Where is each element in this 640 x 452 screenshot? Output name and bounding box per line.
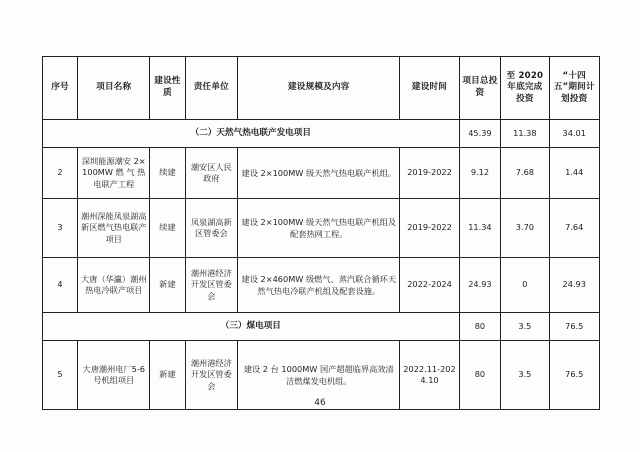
- table-row: [43, 313, 600, 341]
- cell-project-name: 深圳能源潮安 2×100MW 燃 气 热电联产工程: [78, 148, 150, 199]
- header-planned-145: “十四五”期间计划投资: [549, 57, 600, 120]
- cell-total-investment: 11.34: [459, 199, 501, 258]
- cell-nature: 新建: [150, 258, 185, 313]
- section-label: （三）煤电项目: [43, 313, 460, 341]
- section-planned-145: 76.5: [549, 313, 600, 341]
- table-row: [43, 199, 600, 258]
- cell-scope: 建设 2 台 1000MW 国产超超临界高效清洁燃煤发电机组。: [238, 341, 400, 410]
- header-total-investment: 项目总投资: [459, 57, 501, 120]
- cell-seq: 2: [43, 148, 78, 199]
- header-period: 建设时间: [400, 57, 459, 120]
- cell-seq: 5: [43, 341, 78, 410]
- cell-period: 2022-2024: [400, 258, 459, 313]
- cell-total-investment: 9.12: [459, 148, 501, 199]
- table-container: [42, 56, 600, 410]
- header-completed-2020: 至 2020 年底完成投资: [501, 57, 549, 120]
- cell-completed-2020: 7.68: [501, 148, 549, 199]
- table-header-row: [43, 57, 600, 120]
- project-investment-table: [42, 56, 600, 410]
- cell-scope: 建设 2×460MW 级燃气、蒸汽联合循环天然气热电冷联产机组及配套设施。: [238, 258, 400, 313]
- section-label: （二）天然气热电联产发电项目: [43, 120, 460, 148]
- cell-responsible-unit: 凤泉湖高新区管委会: [185, 199, 238, 258]
- page-number: 46: [314, 398, 326, 408]
- section-total-investment: 45.39: [459, 120, 501, 148]
- header-responsible-unit: 责任单位: [185, 57, 238, 120]
- cell-scope: 建设 2×100MW 级天然气热电联产机组及配套热网工程。: [238, 199, 400, 258]
- cell-completed-2020: 3.5: [501, 341, 549, 410]
- section-planned-145: 34.01: [549, 120, 600, 148]
- cell-scope: 建设 2×100MW 级天然气热电联产机组。: [238, 148, 400, 199]
- header-project-name: 项目名称: [78, 57, 150, 120]
- table-row: [43, 148, 600, 199]
- header-nature: 建设性质: [150, 57, 185, 120]
- table-row: [43, 258, 600, 313]
- cell-nature: 续建: [150, 199, 185, 258]
- cell-planned-145: 76.5: [549, 341, 600, 410]
- cell-responsible-unit: 潮州港经济开发区管委会: [185, 258, 238, 313]
- cell-period: 2022.11-2024.10: [400, 341, 459, 410]
- table-row: [43, 120, 600, 148]
- cell-seq: 3: [43, 199, 78, 258]
- cell-responsible-unit: 潮安区人民政府: [185, 148, 238, 199]
- cell-period: 2019-2022: [400, 199, 459, 258]
- cell-project-name: 大唐潮州电厂5-6 号机组项目: [78, 341, 150, 410]
- cell-total-investment: 80: [459, 341, 501, 410]
- cell-planned-145: 7.64: [549, 199, 600, 258]
- cell-seq: 4: [43, 258, 78, 313]
- cell-total-investment: 24.93: [459, 258, 501, 313]
- header-seq: 序号: [43, 57, 78, 120]
- cell-period: 2019-2022: [400, 148, 459, 199]
- cell-completed-2020: 3.70: [501, 199, 549, 258]
- section-total-investment: 80: [459, 313, 501, 341]
- cell-nature: 新建: [150, 341, 185, 410]
- section-completed-2020: 11.38: [501, 120, 549, 148]
- cell-project-name: 潮州深能凤泉湖高新区燃气热电联产项目: [78, 199, 150, 258]
- cell-planned-145: 24.93: [549, 258, 600, 313]
- section-completed-2020: 3.5: [501, 313, 549, 341]
- cell-responsible-unit: 潮州港经济开发区管委会: [185, 341, 238, 410]
- cell-project-name: 大唐（华瀛）潮州热电冷联产项目: [78, 258, 150, 313]
- cell-nature: 续建: [150, 148, 185, 199]
- header-scope: 建设规模及内容: [238, 57, 400, 120]
- cell-completed-2020: 0: [501, 258, 549, 313]
- cell-planned-145: 1.44: [549, 148, 600, 199]
